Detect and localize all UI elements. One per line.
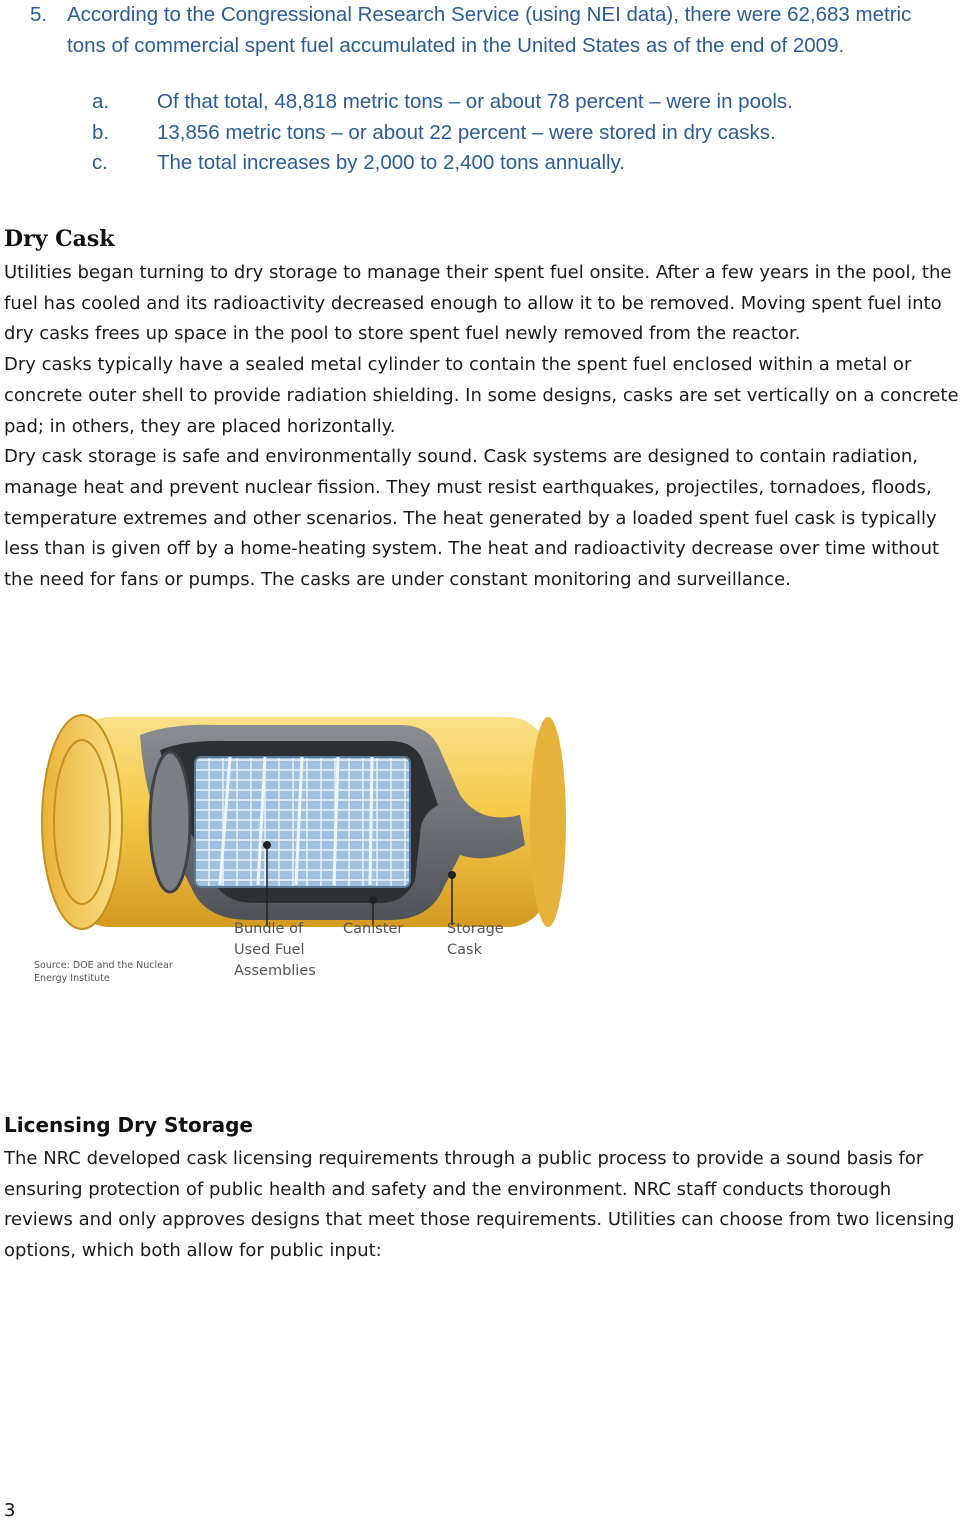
paragraph: Utilities began turning to dry storage to manage their spent fuel onsite. After a few years in the pool, the fuel has cooled and its radioactivity decreased enough to allow it to be removed. Moving spent fuel into dry casks frees up space in the pool to store spent fuel newly removed from the reactor. [4,262,952,345]
licensing-body [4,1144,960,1267]
dry-cask-body [4,258,960,596]
sub-item-text: The total increases by 2,000 to 2,400 tons annually. [157,151,626,174]
sub-item-letter: a. [92,90,110,113]
sub-item-letter: c. [92,151,108,174]
section-heading-dry-cask: Dry Cask [4,226,115,252]
paragraph: Dry casks typically have a sealed metal cylinder to contain the spent fuel enclosed within a metal or concrete outer shell to provide radiation shielding. In some designs, casks are set vertically on a concrete pad; in others, they are placed horizontally. [4,354,959,437]
paragraph: The NRC developed cask licensing requirements through a public process to provide a sound basis for ensuring protection of public health and safety and the environment. NRC staff conducts thorough reviews and only approves designs that meet those requirements. Utilities can choose from two licensing options, which both allow for public input: [4,1148,955,1262]
label-storage-cask: Storage Cask [447,921,504,958]
label-bundle: Bundle of Used Fuel Assemblies [234,921,316,979]
page-number: 3 [4,1500,16,1521]
list-item-5 [30,0,955,61]
paragraph: Dry cask storage is safe and environmentally sound. Cask systems are designed to contain radiation, manage heat and prevent nuclear fission. They must resist earthquakes, projectiles, tornadoes, floods, temperature extremes and other scenarios. The heat generated by a loaded spent fuel cask is typically less than is given off by a home-heating system. The heat and radioactivity decrease over time without the need for fans or pumps. The casks are under constant monitoring and surveillance. [4,446,940,591]
sub-item-text: Of that total, 48,818 metric tons – or about 78 percent – were in pools. [157,90,793,113]
section-heading-licensing: Licensing Dry Storage [4,1113,253,1137]
list-item-text: According to the Congressional Research Service (using NEI data), there were 62,683 metric tons of commercial spent fuel accumulated in the United States as of the end of 2009. [67,3,912,57]
sub-item-text: 13,856 metric tons – or about 22 percent – were stored in dry casks. [157,121,776,144]
label-canister: Canister [343,921,404,937]
list-item-number: 5. [30,3,48,26]
figure-source: Source: DOE and the Nuclear Energy Institute [34,960,173,984]
dry-cask-illustration [20,695,580,995]
sub-item-letter: b. [92,121,110,144]
